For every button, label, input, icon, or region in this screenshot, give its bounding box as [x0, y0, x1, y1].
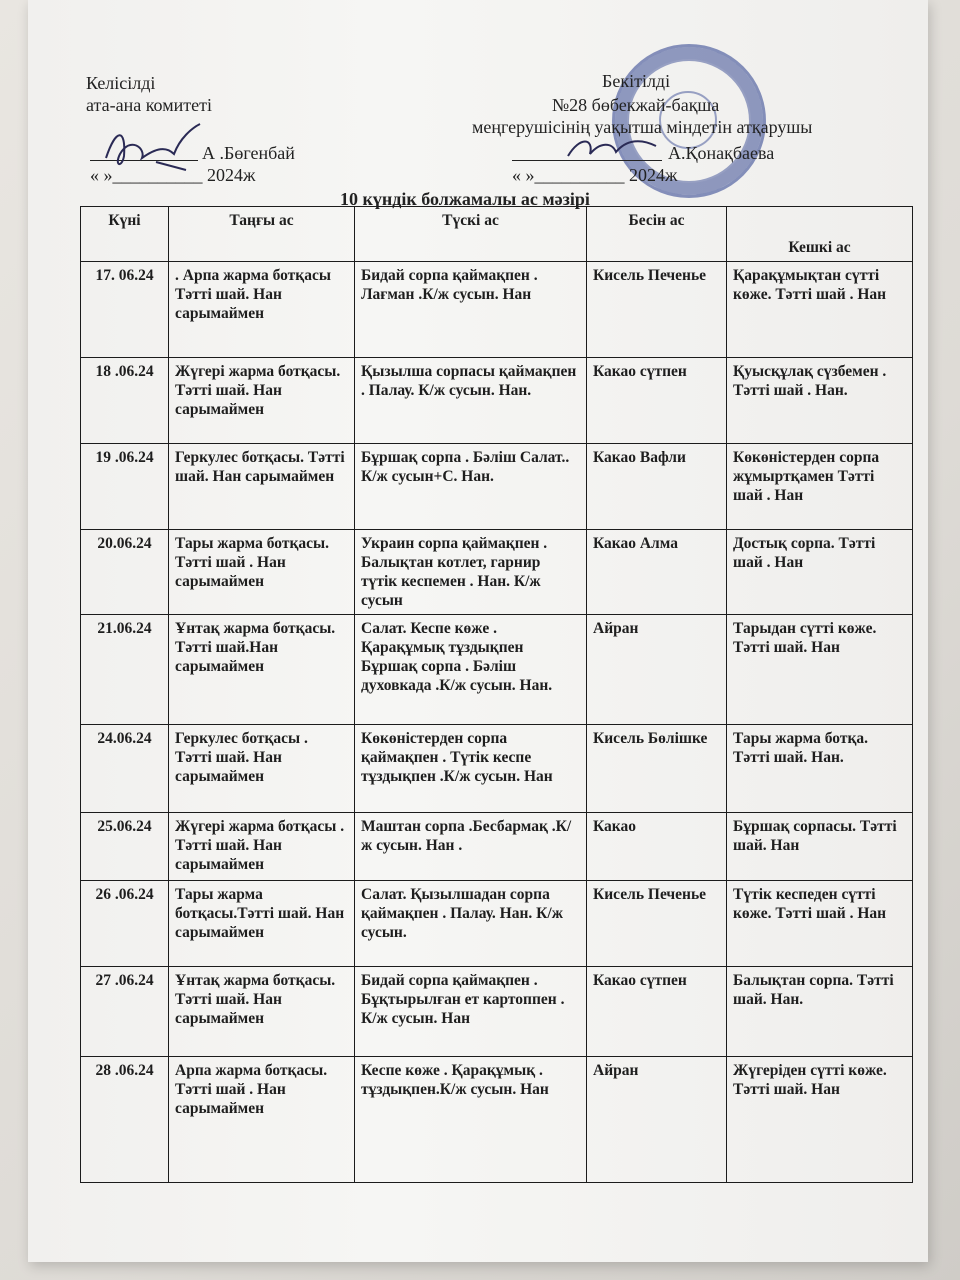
- lunch-cell: Бұршақ сорпа . Бәліш Салат.. К/ж сусын+С. Нан.: [355, 444, 587, 530]
- day-cell: 26 .06.24: [81, 881, 169, 967]
- snack-cell: Кисель Бөлішке: [587, 725, 727, 813]
- menu-table: [80, 206, 913, 1183]
- snack-cell: Кисель Печенье: [587, 262, 727, 358]
- left-date: « »__________ 2024ж: [90, 165, 256, 185]
- lunch-cell: Маштан сорпа .Бесбармақ .К/ж сусын. Нан .: [355, 813, 587, 881]
- lunch-cell: Бидай сорпа қаймақпен . Бұқтырылған ет картоппен . К/ж сусын. Нан: [355, 967, 587, 1057]
- approval-left-committee: ата-ана комитеті: [86, 95, 212, 115]
- lunch-cell: Салат. Қызылшадан сорпа қаймақпен . Палау. Нан. К/ж сусын.: [355, 881, 587, 967]
- breakfast-cell: Жүгері жарма ботқасы . Тәтті шай. Нан сарымаймен: [169, 813, 355, 881]
- day-cell: 21.06.24: [81, 615, 169, 725]
- breakfast-cell: Тары жарма ботқасы. Тәтті шай . Нан сарымаймен: [169, 530, 355, 615]
- dinner-cell: Түтік кеспеден сүтті көже. Тәтті шай . Нан: [727, 881, 913, 967]
- breakfast-cell: Жүгері жарма ботқасы. Тәтті шай. Нан сарымаймен: [169, 358, 355, 444]
- table-row: [81, 358, 913, 444]
- col-header-dinner: Кешкі ас: [727, 207, 913, 262]
- breakfast-cell: Арпа жарма ботқасы. Тәтті шай . Нан сарымаймен: [169, 1057, 355, 1183]
- lunch-cell: Салат. Кеспе көже . Қарақұмық тұздықпен Бұршақ сорпа . Бәліш духовкада .К/ж сусын. Нан.: [355, 615, 587, 725]
- table-header-row: [81, 207, 913, 262]
- dinner-cell: Бұршақ сорпасы. Тәтті шай. Нан: [727, 813, 913, 881]
- snack-cell: Какао сүтпен: [587, 967, 727, 1057]
- table-row: [81, 881, 913, 967]
- snack-cell: Какао сүтпен: [587, 358, 727, 444]
- day-cell: 18 .06.24: [81, 358, 169, 444]
- day-cell: 20.06.24: [81, 530, 169, 615]
- day-cell: 28 .06.24: [81, 1057, 169, 1183]
- breakfast-cell: Ұнтақ жарма ботқасы. Тәтті шай.Нан сарымаймен: [169, 615, 355, 725]
- table-row: [81, 967, 913, 1057]
- approval-left-label: Келісілді: [86, 73, 156, 93]
- table-row: [81, 1057, 913, 1183]
- table-row: [81, 615, 913, 725]
- acting-head-title: меңгерушісінің уақытша міндетін атқарушы: [472, 117, 813, 137]
- snack-cell: Какао: [587, 813, 727, 881]
- dinner-cell: Тары жарма ботқа. Тәтті шай. Нан.: [727, 725, 913, 813]
- col-header-breakfast: Таңғы ас: [169, 207, 355, 262]
- col-header-snack: Бесін ас: [587, 207, 727, 262]
- lunch-cell: Бидай сорпа қаймақпен . Лағман .К/ж сусын. Нан: [355, 262, 587, 358]
- day-cell: 27 .06.24: [81, 967, 169, 1057]
- dinner-cell: Тарыдан сүтті көже. Тәтті шай. Нан: [727, 615, 913, 725]
- col-header-day: Күні: [81, 207, 169, 262]
- right-date: « »__________ 2024ж: [512, 165, 678, 185]
- dinner-cell: Көкөністерден сорпа жұмыртқамен Тәтті шай . Нан: [727, 444, 913, 530]
- lunch-cell: Көкөністерден сорпа қаймақпен . Түтік кеспе тұздықпен .К/ж сусын. Нан: [355, 725, 587, 813]
- table-row: [81, 530, 913, 615]
- snack-cell: Какао Алма: [587, 530, 727, 615]
- left-signer-name: А .Бөгенбай: [202, 143, 295, 163]
- day-cell: 17. 06.24: [81, 262, 169, 358]
- breakfast-cell: Геркулес ботқасы . Тәтті шай. Нан сарымаймен: [169, 725, 355, 813]
- right-signer-name: А.Қонақбаева: [668, 143, 775, 163]
- kindergarten-name: №28 бөбекжай-бақша: [552, 95, 720, 115]
- col-header-lunch: Түскі ас: [355, 207, 587, 262]
- day-cell: 19 .06.24: [81, 444, 169, 530]
- table-row: [81, 813, 913, 881]
- dinner-cell: Балықтан сорпа. Тәтті шай. Нан.: [727, 967, 913, 1057]
- breakfast-cell: Ұнтақ жарма ботқасы. Тәтті шай. Нан сарымаймен: [169, 967, 355, 1057]
- snack-cell: Айран: [587, 1057, 727, 1183]
- day-cell: 24.06.24: [81, 725, 169, 813]
- snack-cell: Какао Вафли: [587, 444, 727, 530]
- approval-right-label: Бекітілді: [602, 71, 671, 91]
- menu-title: 10 күндік болжамалы ас мәзірі: [340, 189, 590, 209]
- dinner-cell: Жүгеріден сүтті көже. Тәтті шай. Нан: [727, 1057, 913, 1183]
- lunch-cell: Кеспе көже . Қарақұмық . тұздықпен.К/ж сусын. Нан: [355, 1057, 587, 1183]
- table-row: [81, 725, 913, 813]
- breakfast-cell: Тары жарма ботқасы.Тәтті шай. Нан сарымаймен: [169, 881, 355, 967]
- lunch-cell: Қызылша сорпасы қаймақпен . Палау. К/ж сусын. Нан.: [355, 358, 587, 444]
- breakfast-cell: . Арпа жарма ботқасы Тәтті шай. Нан сарымаймен: [169, 262, 355, 358]
- dinner-cell: Достық сорпа. Тәтті шай . Нан: [727, 530, 913, 615]
- day-cell: 25.06.24: [81, 813, 169, 881]
- breakfast-cell: Геркулес ботқасы. Тәтті шай. Нан сарымаймен: [169, 444, 355, 530]
- table-row: [81, 262, 913, 358]
- snack-cell: Кисель Печенье: [587, 881, 727, 967]
- dinner-cell: Қарақұмықтан сүтті көже. Тәтті шай . Нан: [727, 262, 913, 358]
- table-row: [81, 444, 913, 530]
- lunch-cell: Украин сорпа қаймақпен . Балықтан котлет, гарнир түтік кеспемен . Нан. К/ж сусын: [355, 530, 587, 615]
- snack-cell: Айран: [587, 615, 727, 725]
- dinner-cell: Қуысқұлақ сүзбемен . Тәтті шай . Нан.: [727, 358, 913, 444]
